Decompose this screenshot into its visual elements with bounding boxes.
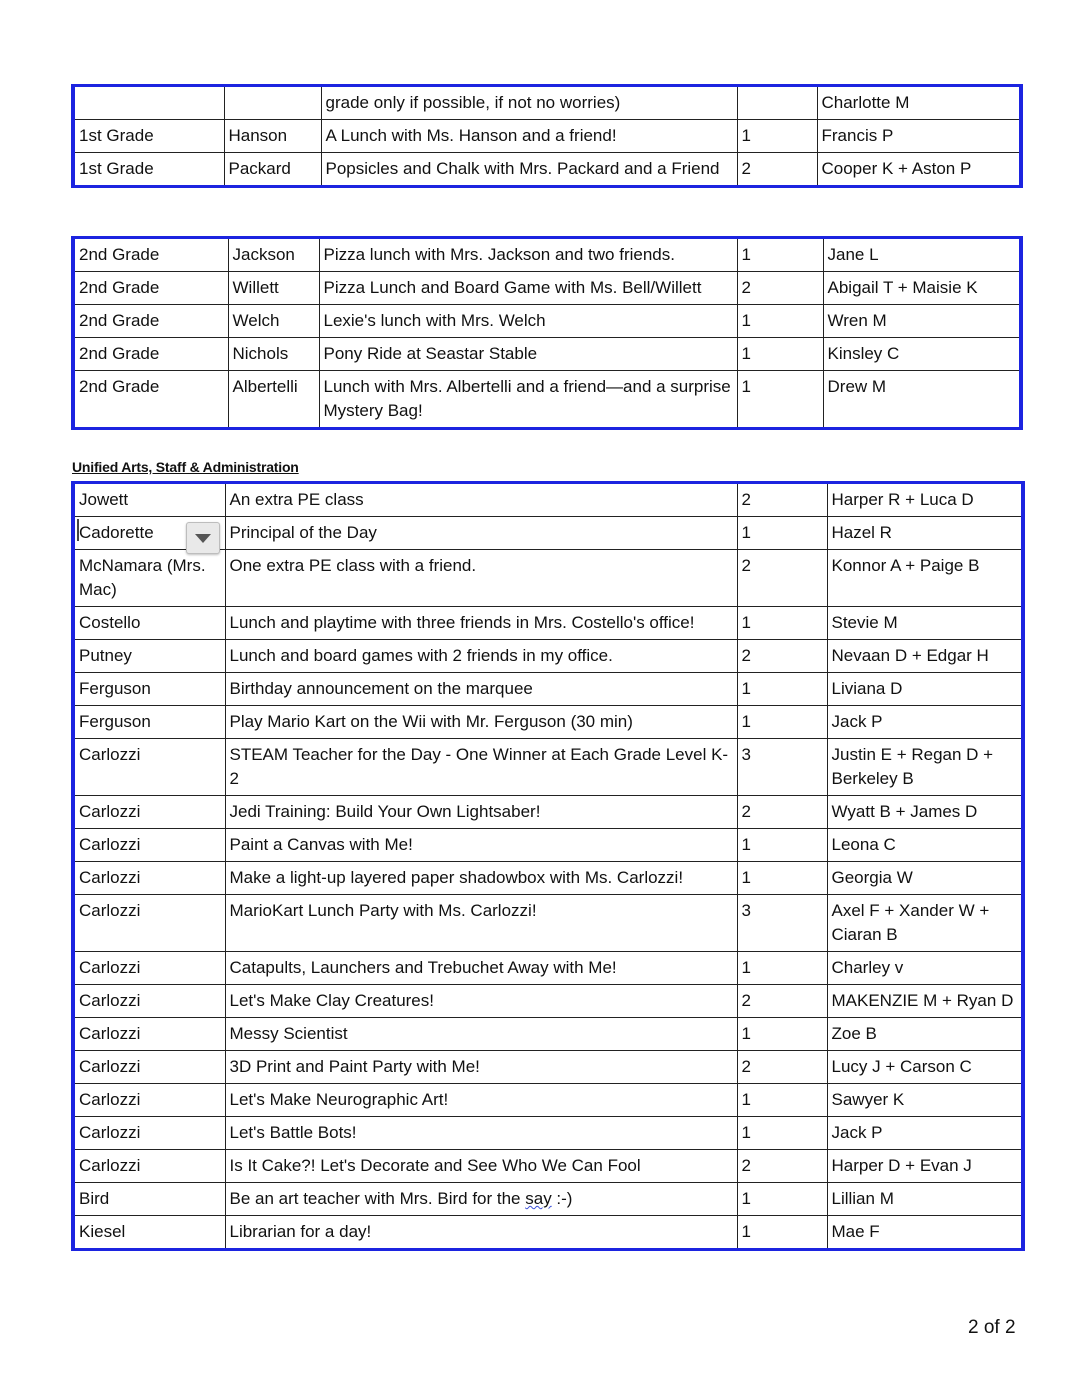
cell-prize[interactable]: Lexie's lunch with Mrs. Welch: [319, 305, 737, 338]
cell-names[interactable]: Harper D + Evan J: [827, 1150, 1023, 1183]
cell-teacher[interactable]: Putney: [73, 640, 225, 673]
cell-names[interactable]: Stevie M: [827, 607, 1023, 640]
table-row: [73, 371, 1021, 429]
cell-winners[interactable]: 1: [737, 517, 827, 550]
cell-winners[interactable]: 1: [737, 607, 827, 640]
table-row: [73, 640, 1023, 673]
cell-prize[interactable]: Pizza lunch with Mrs. Jackson and two friends.: [319, 238, 737, 272]
table-row: [73, 153, 1021, 187]
table-row: [73, 862, 1023, 895]
cell-winners[interactable]: 2: [737, 985, 827, 1018]
cell-names[interactable]: Jane L: [823, 238, 1021, 272]
staff-table-body: [73, 483, 1023, 1250]
cell-prize[interactable]: Catapults, Launchers and Trebuchet Away with Me!: [225, 952, 737, 985]
page-number: 2 of 2: [968, 1317, 1016, 1338]
cell-winners[interactable]: [737, 86, 817, 120]
cell-prize[interactable]: One extra PE class with a friend.: [225, 550, 737, 607]
cell-winners[interactable]: 3: [737, 739, 827, 796]
cell-winners[interactable]: 1: [737, 120, 817, 153]
cell-prize[interactable]: Librarian for a day!: [225, 1216, 737, 1250]
cell-grade[interactable]: 2nd Grade: [73, 371, 228, 429]
cell-winners[interactable]: 1: [737, 952, 827, 985]
cell-names[interactable]: Georgia W: [827, 862, 1023, 895]
spellcheck-mark: say: [525, 1189, 552, 1208]
cell-grade[interactable]: 2nd Grade: [73, 338, 228, 371]
cell-prize[interactable]: grade only if possible, if not no worries): [321, 86, 737, 120]
cell-prize[interactable]: MarioKart Lunch Party with Ms. Carlozzi!: [225, 895, 737, 952]
cell-names[interactable]: Jack P: [827, 706, 1023, 739]
table-row: [73, 550, 1023, 607]
cell-teacher[interactable]: Cadorette: [73, 517, 225, 550]
cell-names[interactable]: Jack P: [827, 1117, 1023, 1150]
cell-grade[interactable]: 2nd Grade: [73, 305, 228, 338]
cell-names[interactable]: Hazel R: [827, 517, 1023, 550]
cell-names[interactable]: Abigail T + Maisie K: [823, 272, 1021, 305]
cell-winners[interactable]: 1: [737, 862, 827, 895]
cell-teacher[interactable]: Ferguson: [73, 673, 225, 706]
grade-1-table: [71, 84, 1023, 188]
cell-winners[interactable]: 2: [737, 1150, 827, 1183]
table-row: [73, 1051, 1023, 1084]
cell-names[interactable]: Charlotte M: [817, 86, 1021, 120]
cell-teacher[interactable]: Hanson: [224, 120, 321, 153]
table-row: [73, 739, 1023, 796]
cell-winners[interactable]: 2: [737, 550, 827, 607]
cell-winners[interactable]: 1: [737, 338, 823, 371]
cell-teacher[interactable]: Jackson: [228, 238, 319, 272]
cell-prize[interactable]: Let's Make Clay Creatures!: [225, 985, 737, 1018]
cell-names[interactable]: Drew M: [823, 371, 1021, 429]
cell-winners[interactable]: 1: [737, 1216, 827, 1250]
cell-teacher[interactable]: Kiesel: [73, 1216, 225, 1250]
cell-teacher[interactable]: Carlozzi: [73, 862, 225, 895]
table-row: [73, 1084, 1023, 1117]
table-row: [73, 305, 1021, 338]
cell-winners[interactable]: 1: [737, 305, 823, 338]
cell-names[interactable]: Mae F: [827, 1216, 1023, 1250]
table-row: [73, 1018, 1023, 1051]
cell-teacher[interactable]: McNamara (Mrs. Mac): [73, 550, 225, 607]
cell-prize[interactable]: Lunch with Mrs. Albertelli and a friend—and a surprise Mystery Bag!: [319, 371, 737, 429]
cell-teacher[interactable]: Jowett: [73, 483, 225, 517]
dropdown-arrow-icon[interactable]: [186, 522, 220, 554]
cell-names[interactable]: Axel F + Xander W + Ciaran B: [827, 895, 1023, 952]
cell-grade[interactable]: 1st Grade: [73, 120, 224, 153]
cell-names[interactable]: Wren M: [823, 305, 1021, 338]
table-row: [73, 985, 1023, 1018]
cell-teacher[interactable]: Albertelli: [228, 371, 319, 429]
table-row: [73, 272, 1021, 305]
cell-names[interactable]: Zoe B: [827, 1018, 1023, 1051]
cell-teacher[interactable]: Nichols: [228, 338, 319, 371]
cell-names[interactable]: Justin E + Regan D + Berkeley B: [827, 739, 1023, 796]
cell-prize[interactable]: Let's Make Neurographic Art!: [225, 1084, 737, 1117]
table-row: [73, 1117, 1023, 1150]
table-row: [73, 86, 1021, 120]
cell-prize[interactable]: Principal of the Day: [225, 517, 737, 550]
table-row: [73, 607, 1023, 640]
table-row: [73, 338, 1021, 371]
cell-grade[interactable]: 2nd Grade: [73, 272, 228, 305]
cell-teacher[interactable]: Carlozzi: [73, 1051, 225, 1084]
cell-names[interactable]: Konnor A + Paige B: [827, 550, 1023, 607]
cell-teacher[interactable]: Carlozzi: [73, 739, 225, 796]
cell-teacher[interactable]: Carlozzi: [73, 829, 225, 862]
table-row: [73, 706, 1023, 739]
cell-winners[interactable]: 1: [737, 1018, 827, 1051]
cell-teacher[interactable]: Carlozzi: [73, 895, 225, 952]
cell-teacher[interactable]: Carlozzi: [73, 1150, 225, 1183]
cell-names[interactable]: Leona C: [827, 829, 1023, 862]
table-row: [73, 483, 1023, 517]
cell-winners[interactable]: 1: [737, 371, 823, 429]
cell-prize[interactable]: Is It Cake?! Let's Decorate and See Who We Can Fool: [225, 1150, 737, 1183]
cell-grade[interactable]: 1st Grade: [73, 153, 224, 187]
cell-prize[interactable]: Birthday announcement on the marquee: [225, 673, 737, 706]
cell-prize[interactable]: Messy Scientist: [225, 1018, 737, 1051]
cell-winners[interactable]: 2: [737, 796, 827, 829]
cell-names[interactable]: Harper R + Luca D: [827, 483, 1023, 517]
cell-grade[interactable]: [73, 86, 224, 120]
table-row: [73, 1150, 1023, 1183]
table-row: [73, 952, 1023, 985]
cell-grade[interactable]: 2nd Grade: [73, 238, 228, 272]
cell-winners[interactable]: 2: [737, 483, 827, 517]
cell-names[interactable]: Sawyer K: [827, 1084, 1023, 1117]
cell-prize[interactable]: A Lunch with Ms. Hanson and a friend!: [321, 120, 737, 153]
text-cursor: [77, 519, 79, 541]
grade-1-table-body: [73, 86, 1021, 187]
cell-teacher[interactable]: Carlozzi: [73, 985, 225, 1018]
cell-names[interactable]: Francis P: [817, 120, 1021, 153]
cell-prize[interactable]: Be an art teacher with Mrs. Bird for the say :-): [225, 1183, 737, 1216]
table-row: [73, 673, 1023, 706]
cell-teacher[interactable]: Carlozzi: [73, 1018, 225, 1051]
cell-prize[interactable]: Pizza Lunch and Board Game with Ms. Bell/Willett: [319, 272, 737, 305]
cell-names[interactable]: Cooper K + Aston P: [817, 153, 1021, 187]
cell-teacher[interactable]: Carlozzi: [73, 1117, 225, 1150]
cell-teacher[interactable]: Packard: [224, 153, 321, 187]
cell-names[interactable]: Kinsley C: [823, 338, 1021, 371]
table-row: [73, 1216, 1023, 1250]
grade-2-table: [71, 236, 1023, 430]
cell-names[interactable]: Liviana D: [827, 673, 1023, 706]
cell-teacher[interactable]: Costello: [73, 607, 225, 640]
table-row: [73, 238, 1021, 272]
grade-2-table-body: [73, 238, 1021, 429]
table-row: [73, 120, 1021, 153]
cell-winners[interactable]: 2: [737, 153, 817, 187]
cell-prize[interactable]: Lunch and board games with 2 friends in my office.: [225, 640, 737, 673]
cell-winners[interactable]: 1: [737, 829, 827, 862]
section-heading: Unified Arts, Staff & Administration: [72, 459, 299, 475]
table-row: [73, 1183, 1023, 1216]
cell-prize[interactable]: Let's Battle Bots!: [225, 1117, 737, 1150]
cell-winners[interactable]: 1: [737, 1084, 827, 1117]
table-row: [73, 796, 1023, 829]
cell-prize[interactable]: Paint a Canvas with Me!: [225, 829, 737, 862]
cell-names[interactable]: Nevaan D + Edgar H: [827, 640, 1023, 673]
cell-prize[interactable]: Play Mario Kart on the Wii with Mr. Ferguson (30 min): [225, 706, 737, 739]
cell-teacher[interactable]: Ferguson: [73, 706, 225, 739]
cell-winners[interactable]: 2: [737, 272, 823, 305]
cell-prize[interactable]: Make a light-up layered paper shadowbox with Ms. Carlozzi!: [225, 862, 737, 895]
table-row: [73, 829, 1023, 862]
cell-winners[interactable]: 2: [737, 640, 827, 673]
cell-names[interactable]: MAKENZIE M + Ryan D: [827, 985, 1023, 1018]
cell-names[interactable]: Wyatt B + James D: [827, 796, 1023, 829]
cell-teacher[interactable]: Carlozzi: [73, 952, 225, 985]
staff-table: [71, 481, 1025, 1251]
cell-winners[interactable]: 1: [737, 673, 827, 706]
cell-winners[interactable]: 2: [737, 1051, 827, 1084]
cell-prize[interactable]: STEAM Teacher for the Day - One Winner at Each Grade Level K-2: [225, 739, 737, 796]
cell-winners[interactable]: 1: [737, 238, 823, 272]
cell-prize[interactable]: Lunch and playtime with three friends in Mrs. Costello's office!: [225, 607, 737, 640]
table-row: [73, 895, 1023, 952]
cell-prize[interactable]: An extra PE class: [225, 483, 737, 517]
cell-prize[interactable]: Jedi Training: Build Your Own Lightsaber!: [225, 796, 737, 829]
cell-winners[interactable]: 1: [737, 706, 827, 739]
cell-teacher[interactable]: Carlozzi: [73, 1084, 225, 1117]
cell-teacher[interactable]: [224, 86, 321, 120]
cell-teacher[interactable]: Bird: [73, 1183, 225, 1216]
cell-prize[interactable]: 3D Print and Paint Party with Me!: [225, 1051, 737, 1084]
cell-winners[interactable]: 1: [737, 1117, 827, 1150]
cell-teacher[interactable]: Welch: [228, 305, 319, 338]
cell-winners[interactable]: 1: [737, 1183, 827, 1216]
cell-names[interactable]: Lillian M: [827, 1183, 1023, 1216]
cell-teacher[interactable]: Willett: [228, 272, 319, 305]
cell-teacher[interactable]: Carlozzi: [73, 796, 225, 829]
cell-prize[interactable]: Pony Ride at Seastar Stable: [319, 338, 737, 371]
cell-names[interactable]: Lucy J + Carson C: [827, 1051, 1023, 1084]
cell-prize[interactable]: Popsicles and Chalk with Mrs. Packard and a Friend: [321, 153, 737, 187]
cell-names[interactable]: Charley v: [827, 952, 1023, 985]
cell-winners[interactable]: 3: [737, 895, 827, 952]
